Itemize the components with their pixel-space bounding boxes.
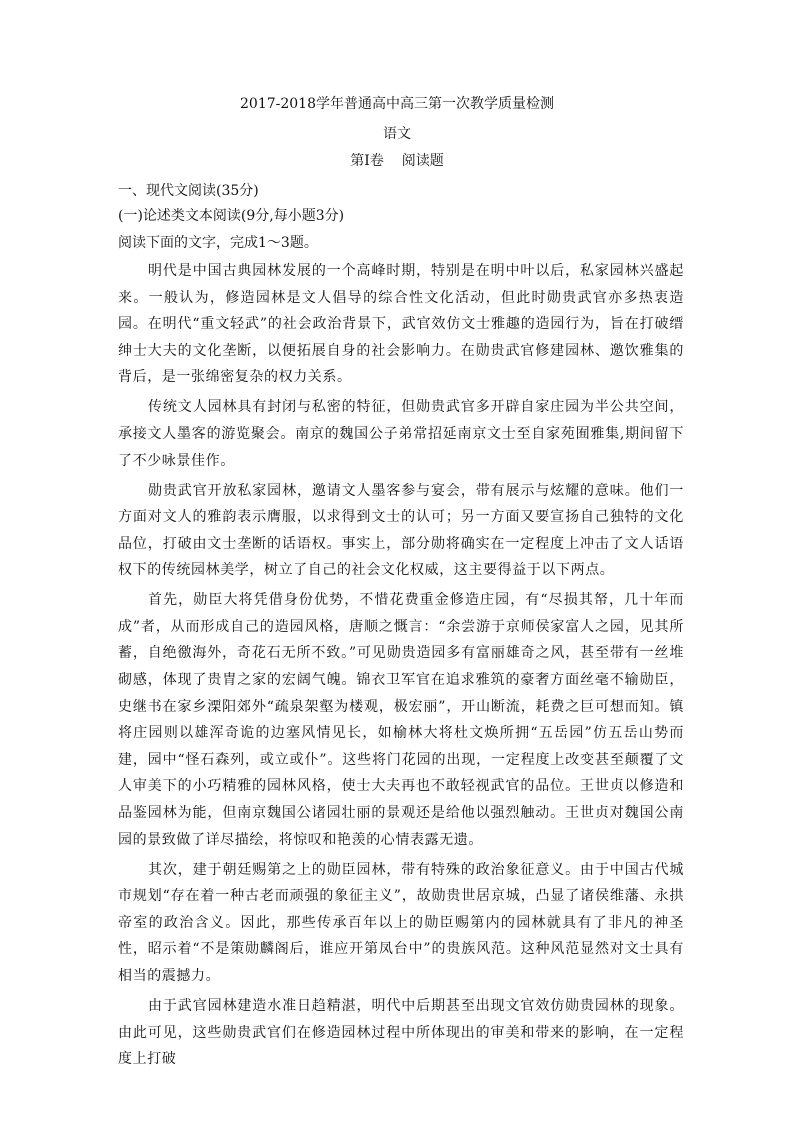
passage-paragraph: 其次，建于朝廷赐第之上的勋臣园林，带有特殊的政治象征意义。由于中国古代城市规划“存在着一种古老而顽强的象征主义”，故勋贵世居京城，凸显了诸侯维藩、永拱帝室的政治含义。因此，那些传承百年以上的勋臣赐第内的园林就具有了非凡的神圣性，昭示着“不是策勋麟阁后，谁应开第凤台中”的贵族风范。这种风范显然对文士具有相当的震撼力。 (118, 861, 684, 984)
passage-paragraph: 明代是中国古典园林发展的一个高峰时期，特别是在明中叶以后，私家园林兴盛起来。一般认为，修造园林是文人倡导的综合性文化活动，但此时勋贵武官亦多热衷造园。在明代“重文轻武”的社会政治背景下，武官效仿文士雅趣的造园行为，旨在打破缙绅士大夫的文化垄断，以便拓展自身的社会影响力。在勋贵武官修建园林、邀饮雅集的背后，是一张绵密复杂的权力关系。 (118, 263, 684, 386)
section-name: 阅读题 (401, 153, 444, 169)
passage-paragraph: 传统文人园林具有封闭与私密的特征，但勋贵武官多开辟自家庄园为半公共空间，承接文人墨客的游览聚会。南京的魏国公子弟常招延南京文士至自家苑囿雅集,期间留下了不少咏景佳作。 (118, 399, 684, 469)
section-heading (0, 152, 794, 170)
passage-paragraph: 勋贵武官开放私家园林，邀请文人墨客参与宴会，带有展示与炫耀的意味。他们一方面对文人的雅韵表示膺服，以求得到文士的认可；另一方面又要宣扬自己独特的文化品位，打破由文士垄断的话语权。事实上，部分勋将确实在一定程度上冲击了文人话语权下的传统园林美学，树立了自己的社会文化权威，这主要得益于以下两点。 (118, 482, 684, 579)
section-part: 第Ⅰ卷 (350, 153, 384, 169)
exam-title: 2017-2018学年普通高中高三第一次教学质量检测 (240, 96, 554, 112)
part-heading: 一、现代文阅读(35分) (118, 183, 259, 199)
subject-title: 语文 (383, 126, 411, 142)
passage-paragraph: 由于武官园林建造水准日趋精湛，明代中后期甚至出现文官效仿勋贵园林的现象。由此可见，这些勋贵武官们在修造园林过程中所体现出的审美和带来的影响，在一定程度上打破 (118, 997, 684, 1068)
reading-instruction: 阅读下面的文字，完成1～3题。 (118, 235, 318, 251)
passage-paragraph: 首先，勋臣大将凭借身份优势，不惜花费重金修造庄园，有“尽损其帑，几十年而成”者，从而形成自己的造园风格，唐顺之慨言：“余尝游于京师侯家富人之园，见其所蓄，自绝徼海外，奇花石无所不致。”可见勋贵造园多有富丽雄奇之风，甚至带有一丝堆砌感，体现了贵胄之家的宏阔气魄。锦衣卫军官在追求雅筑的豪奢方面丝毫不输勋臣，史继书在家乡溧阳郊外“疏泉架壑为楼观，极宏丽”，开山断流，耗费之巨可想而知。镇将庄园则以雄浑奇诡的边塞风情见长，如榆林大将杜文焕所拥“五岳园”仿五岳山势而建，园中“怪石森列，或立或仆”。这些将门花园的出现，一定程度上改变甚至颠覆了文人审美下的小巧精雅的园林风格，使士大夫再也不敢轻视武官的品位。王世贞以修造和品鉴园林为能，但南京魏国公诸园壮丽的景观还是给他以强烈触动。王世贞对魏国公南园的景致做了详尽描绘，将惊叹和艳羡的心情表露无遗。 (118, 592, 684, 848)
subpart-heading: (一)论述类文本阅读(9分,每小题3分) (118, 208, 345, 224)
reading-passage (118, 258, 684, 1076)
